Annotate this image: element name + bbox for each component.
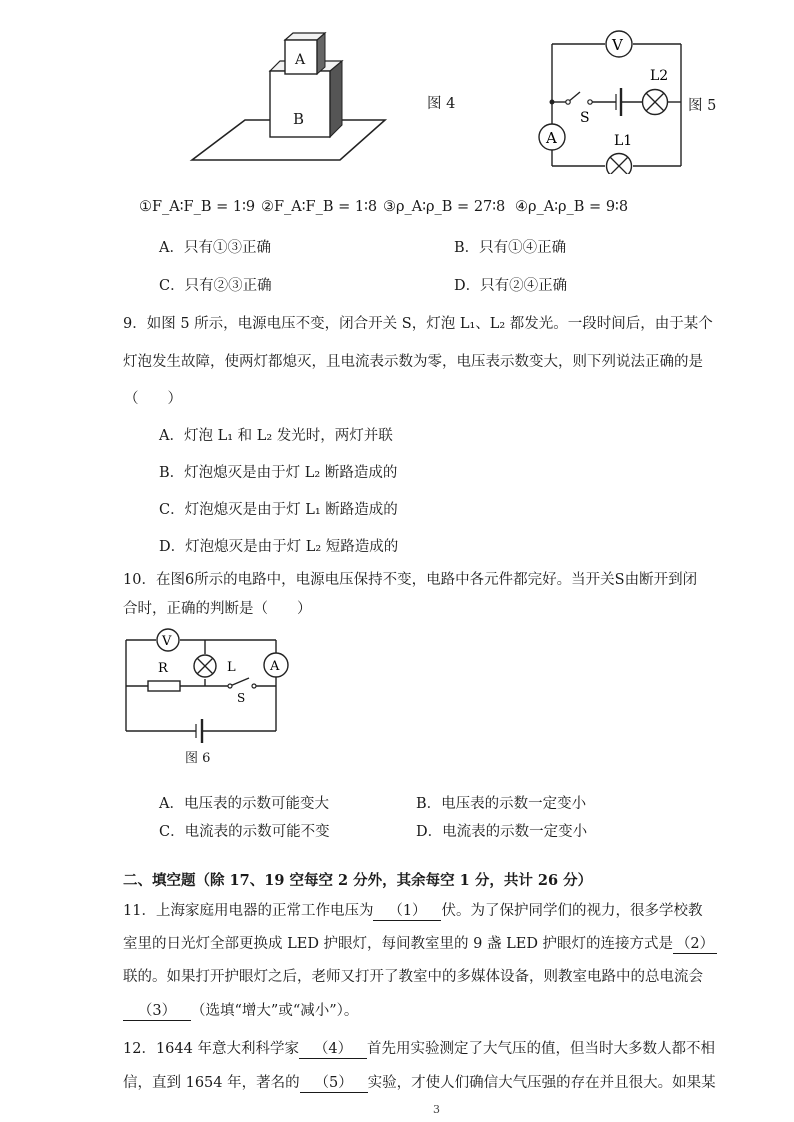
page-number: 3 — [433, 1103, 440, 1116]
q8-option-d: D．只有②④正确 — [454, 278, 568, 294]
q12-line-2 — [123, 1071, 716, 1093]
block-a-top — [285, 33, 325, 40]
q12-text: 实验，才使人们确信大气压强的存在并且很大。如果某 — [367, 1075, 716, 1091]
voltmeter-label: V — [162, 634, 172, 649]
fill-blank-3[interactable]: （3） — [123, 999, 191, 1021]
q11-text: 11．上海家庭用电器的正常工作电压为 — [123, 903, 374, 919]
q9-answer-blank: （ ） — [124, 391, 182, 407]
q8-option-c: C．只有②③正确 — [159, 278, 272, 294]
figure-4-caption: 图 4 — [427, 96, 456, 112]
fill-blank-2[interactable]: （2） — [673, 932, 717, 954]
resistor-symbol — [148, 681, 180, 691]
block-b-side — [330, 61, 342, 137]
lamp-l-label: L — [227, 660, 236, 675]
q12-text: 12．1644 年意大利科学家 — [123, 1041, 299, 1057]
switch-contact — [588, 100, 592, 104]
q9-option-b: B．灯泡熄灭是由于灯 L₂ 断路造成的 — [159, 465, 398, 481]
q9-option-a: A．灯泡 L₁ 和 L₂ 发光时，两灯并联 — [159, 428, 393, 444]
lamp-l2-label: L2 — [650, 68, 669, 84]
q11-line-4 — [123, 999, 358, 1021]
fill-blank-4[interactable]: （4） — [299, 1037, 367, 1059]
q11-text: 伏。为了保护同学们的视力，很多学校教 — [441, 903, 703, 919]
q10-option-b: B．电压表的示数一定变小 — [416, 796, 587, 812]
q9-option-d: D．灯泡熄灭是由于灯 L₂ 短路造成的 — [159, 539, 399, 555]
q9-stem-line-2: 灯泡发生故障，使两灯都熄灭，且电流表示数为零，电压表示数变大，则下列说法正确的是 — [123, 354, 703, 370]
q11-text: 室里的日光灯全部更换成 LED 护眼灯，每间教室里的 9 盏 LED 护眼灯的连接方式是 — [123, 936, 674, 952]
q12-line-1 — [123, 1037, 715, 1059]
resistor-label: R — [158, 661, 168, 676]
q8-option-a: A．只有①③正确 — [159, 240, 271, 256]
q8-statement-4: ④ρ_A∶ρ_B = 9∶8 — [515, 199, 629, 215]
switch-contact — [228, 684, 232, 688]
lamp-l1-label: L1 — [614, 133, 633, 149]
q12-text: 首先用实验测定了大气压的值，但当时大多数人都不相 — [366, 1041, 715, 1057]
figure-6-circuit — [118, 628, 298, 743]
q10-option-d: D．电流表的示数一定变小 — [416, 824, 588, 840]
q11-text: （选填“增大”或“减小”）。 — [191, 1003, 359, 1019]
voltmeter-label: V — [612, 36, 623, 54]
section-2-heading: 二、填空题（除 17、19 空每空 2 分外，其余每空 1 分，共计 26 分） — [123, 872, 593, 889]
block-b-label: B — [293, 110, 305, 128]
q8-statement-1: ①F_A∶F_B = 1∶9 — [139, 199, 256, 215]
q11-line-1 — [123, 899, 702, 921]
ammeter-label: A — [270, 659, 280, 674]
q9-option-c: C．灯泡熄灭是由于灯 L₁ 断路造成的 — [159, 502, 398, 518]
figure-4-blocks — [180, 30, 410, 170]
switch-contact — [252, 684, 256, 688]
ammeter-label: A — [546, 129, 557, 147]
switch-label: S — [580, 110, 590, 126]
q12-text: 信，直到 1654 年，著名的 — [123, 1075, 300, 1091]
q8-statement-3: ③ρ_A∶ρ_B = 27∶8 — [383, 199, 506, 215]
q8-statement-2: ②F_A∶F_B = 1∶8 — [261, 199, 378, 215]
lamp-l1-symbol — [607, 154, 632, 175]
q9-stem-line-1: 9．如图 5 所示，电源电压不变，闭合开关 S，灯泡 L₁、L₂ 都发光。一段时间后，由于某个 — [123, 316, 713, 332]
fill-blank-5[interactable]: （5） — [300, 1071, 368, 1093]
q10-stem-line-2: 合时，正确的判断是（ ） — [123, 601, 312, 617]
q10-option-a: A．电压表的示数可能变大 — [159, 796, 329, 812]
q10-option-c: C．电流表的示数可能不变 — [159, 824, 330, 840]
fill-blank-1[interactable]: （1） — [373, 899, 441, 921]
q11-line-2 — [123, 932, 717, 954]
q8-option-b: B．只有①④正确 — [454, 240, 567, 256]
switch-label: S — [237, 691, 246, 705]
junction-dot — [550, 100, 555, 105]
q11-line-3: 联的。如果打开护眼灯之后，老师又打开了教室中的多媒体设备，则教室电路中的总电流会 — [123, 969, 703, 985]
q10-stem-line-1: 10．在图6所示的电路中，电源电压保持不变，电路中各元件都完好。当开关S由断开到闭 — [123, 572, 698, 588]
switch-contact — [566, 100, 570, 104]
figure-6-caption: 图 6 — [185, 751, 211, 766]
figure-5-caption: 图 5 — [688, 98, 717, 114]
block-a-label: A — [295, 52, 306, 68]
